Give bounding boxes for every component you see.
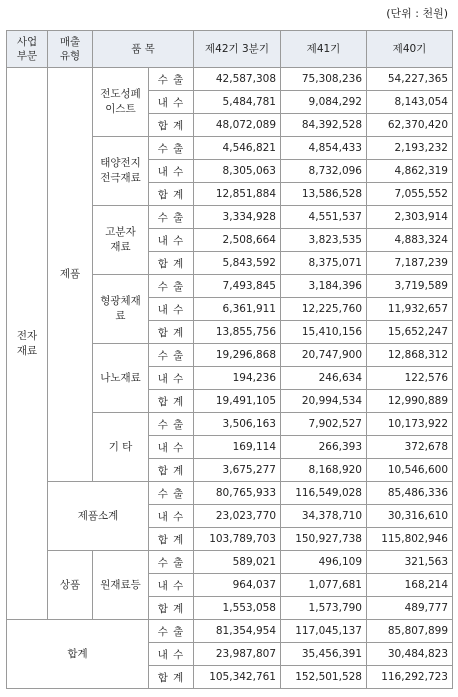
product-subtotal-label: 제품소계 — [48, 482, 149, 551]
header-row — [7, 31, 453, 68]
value-cell: 4,854,433 — [281, 137, 367, 160]
value-cell: 1,077,681 — [281, 574, 367, 597]
product-name: 형광체재 료 — [93, 275, 149, 344]
value-cell: 103,789,703 — [194, 528, 281, 551]
value-cell: 34,378,710 — [281, 505, 367, 528]
header-period-41: 제41기 — [281, 31, 367, 68]
value-cell: 11,932,657 — [367, 298, 453, 321]
value-cell: 105,342,761 — [194, 666, 281, 689]
value-cell: 13,586,528 — [281, 183, 367, 206]
value-cell: 84,392,528 — [281, 114, 367, 137]
value-cell: 75,308,236 — [281, 68, 367, 91]
product-name: 전도성페 이스트 — [93, 68, 149, 137]
value-cell: 4,862,319 — [367, 160, 453, 183]
value-cell: 150,927,738 — [281, 528, 367, 551]
sub-label-export: 수 출 — [149, 206, 194, 229]
value-cell: 169,114 — [194, 436, 281, 459]
type-label-product: 제품 — [48, 68, 93, 482]
value-cell: 3,506,163 — [194, 413, 281, 436]
sub-label-export: 수 출 — [149, 275, 194, 298]
sub-label-domestic: 내 수 — [149, 574, 194, 597]
value-cell: 2,303,914 — [367, 206, 453, 229]
product-name: 태양전지 전극재료 — [93, 137, 149, 206]
value-cell: 19,491,105 — [194, 390, 281, 413]
sub-label-total: 합 계 — [149, 459, 194, 482]
value-cell: 12,868,312 — [367, 344, 453, 367]
value-cell: 122,576 — [367, 367, 453, 390]
value-cell: 80,765,933 — [194, 482, 281, 505]
value-cell: 3,334,928 — [194, 206, 281, 229]
sub-label-total: 합 계 — [149, 390, 194, 413]
table-row — [7, 68, 453, 91]
sub-label-total: 합 계 — [149, 597, 194, 620]
value-cell: 4,883,324 — [367, 229, 453, 252]
sub-label-export: 수 출 — [149, 68, 194, 91]
table-row — [7, 551, 453, 574]
value-cell: 15,410,156 — [281, 321, 367, 344]
value-cell: 6,361,911 — [194, 298, 281, 321]
sub-label-domestic: 내 수 — [149, 436, 194, 459]
value-cell: 4,546,821 — [194, 137, 281, 160]
value-cell: 23,023,770 — [194, 505, 281, 528]
value-cell: 19,296,868 — [194, 344, 281, 367]
value-cell: 8,143,054 — [367, 91, 453, 114]
value-cell: 12,851,884 — [194, 183, 281, 206]
value-cell: 115,802,946 — [367, 528, 453, 551]
value-cell: 489,777 — [367, 597, 453, 620]
product-name: 나노재료 — [93, 344, 149, 413]
value-cell: 152,501,528 — [281, 666, 367, 689]
sub-label-export: 수 출 — [149, 551, 194, 574]
sub-label-domestic: 내 수 — [149, 505, 194, 528]
value-cell: 589,021 — [194, 551, 281, 574]
grand-total-label: 합계 — [7, 620, 149, 689]
value-cell: 81,354,954 — [194, 620, 281, 643]
sub-label-total: 합 계 — [149, 114, 194, 137]
unit-note: (단위 : 천원) — [386, 7, 448, 20]
value-cell: 20,994,534 — [281, 390, 367, 413]
value-cell: 168,214 — [367, 574, 453, 597]
value-cell: 5,843,592 — [194, 252, 281, 275]
header-segment: 사업 부문 — [7, 31, 48, 68]
value-cell: 54,227,365 — [367, 68, 453, 91]
header-sales-type: 매출 유형 — [48, 31, 93, 68]
value-cell: 8,732,096 — [281, 160, 367, 183]
value-cell: 194,236 — [194, 367, 281, 390]
value-cell: 35,456,391 — [281, 643, 367, 666]
value-cell: 3,719,589 — [367, 275, 453, 298]
product-name: 고분자 재료 — [93, 206, 149, 275]
sub-label-domestic: 내 수 — [149, 229, 194, 252]
goods-name: 원재료등 — [93, 551, 149, 620]
value-cell: 30,484,823 — [367, 643, 453, 666]
value-cell: 2,508,664 — [194, 229, 281, 252]
value-cell: 62,370,420 — [367, 114, 453, 137]
value-cell: 9,084,292 — [281, 91, 367, 114]
sub-label-total: 합 계 — [149, 252, 194, 275]
value-cell: 5,484,781 — [194, 91, 281, 114]
value-cell: 321,563 — [367, 551, 453, 574]
value-cell: 12,225,760 — [281, 298, 367, 321]
value-cell: 7,902,527 — [281, 413, 367, 436]
value-cell: 266,393 — [281, 436, 367, 459]
value-cell: 1,553,058 — [194, 597, 281, 620]
value-cell: 12,990,889 — [367, 390, 453, 413]
type-label-goods: 상품 — [48, 551, 93, 620]
value-cell: 15,652,247 — [367, 321, 453, 344]
sub-label-domestic: 내 수 — [149, 160, 194, 183]
value-cell: 23,987,807 — [194, 643, 281, 666]
sub-label-domestic: 내 수 — [149, 91, 194, 114]
sub-label-domestic: 내 수 — [149, 643, 194, 666]
header-period-40: 제40기 — [367, 31, 453, 68]
sub-label-export: 수 출 — [149, 413, 194, 436]
value-cell: 3,823,535 — [281, 229, 367, 252]
value-cell: 372,678 — [367, 436, 453, 459]
value-cell: 7,055,552 — [367, 183, 453, 206]
value-cell: 964,037 — [194, 574, 281, 597]
value-cell: 20,747,900 — [281, 344, 367, 367]
sub-label-domestic: 내 수 — [149, 367, 194, 390]
value-cell: 1,573,790 — [281, 597, 367, 620]
value-cell: 117,045,137 — [281, 620, 367, 643]
value-cell: 10,546,600 — [367, 459, 453, 482]
sub-label-total: 합 계 — [149, 321, 194, 344]
value-cell: 7,187,239 — [367, 252, 453, 275]
sub-label-total: 합 계 — [149, 666, 194, 689]
sales-table — [6, 30, 453, 689]
value-cell: 13,855,756 — [194, 321, 281, 344]
sub-label-total: 합 계 — [149, 528, 194, 551]
value-cell: 85,486,336 — [367, 482, 453, 505]
header-item: 품 목 — [93, 31, 194, 68]
value-cell: 116,292,723 — [367, 666, 453, 689]
value-cell: 85,807,899 — [367, 620, 453, 643]
value-cell: 496,109 — [281, 551, 367, 574]
value-cell: 8,375,071 — [281, 252, 367, 275]
value-cell: 3,184,396 — [281, 275, 367, 298]
value-cell: 4,551,537 — [281, 206, 367, 229]
table-row — [7, 482, 453, 505]
value-cell: 48,072,089 — [194, 114, 281, 137]
value-cell: 42,587,308 — [194, 68, 281, 91]
value-cell: 8,305,063 — [194, 160, 281, 183]
segment-label: 전자 재료 — [7, 68, 48, 620]
header-period-42: 제42기 3분기 — [194, 31, 281, 68]
value-cell: 7,493,845 — [194, 275, 281, 298]
value-cell: 246,634 — [281, 367, 367, 390]
value-cell: 8,168,920 — [281, 459, 367, 482]
value-cell: 3,675,277 — [194, 459, 281, 482]
sub-label-domestic: 내 수 — [149, 298, 194, 321]
value-cell: 2,193,232 — [367, 137, 453, 160]
sub-label-export: 수 출 — [149, 620, 194, 643]
sub-label-export: 수 출 — [149, 482, 194, 505]
value-cell: 10,173,922 — [367, 413, 453, 436]
product-name: 기 타 — [93, 413, 149, 482]
sub-label-export: 수 출 — [149, 137, 194, 160]
value-cell: 30,316,610 — [367, 505, 453, 528]
sub-label-export: 수 출 — [149, 344, 194, 367]
value-cell: 116,549,028 — [281, 482, 367, 505]
sub-label-total: 합 계 — [149, 183, 194, 206]
table-row — [7, 620, 453, 643]
